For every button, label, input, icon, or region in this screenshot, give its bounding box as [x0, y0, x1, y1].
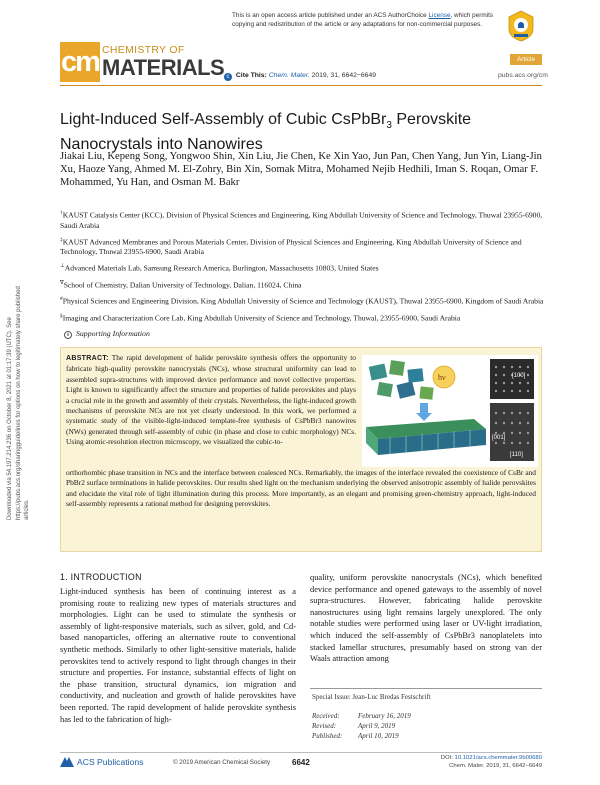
doi-citation: Chem. Mater. 2019, 31, 6642−6649 [449, 762, 542, 769]
label-110: [110] [510, 452, 523, 458]
cite-journal: Chem. Mater. [268, 72, 310, 79]
cite-details: 2019, 31, 6642−6649 [311, 72, 377, 79]
notice-text: This is an open access article published under an ACS AuthorChoice [232, 12, 427, 19]
abstract-body1: The rapid development of halide perovskite synthesis offers the opportunity to fabricate high-quality perovskite nanocrystals (NCs), whose structural uniformity can lead to assembled supra-structures with improved device performance and novel collective properties. Light is known to significantly affect the structure and properties of halide perovskites and plays a crucial role in the growth and assembly of their crystals. Nevertheless, the light-induced growth mechanisms of perovskite NCs are not yet clearly understood. In this work, we performed a systematic study of the visible-light-induced template-free synthesis of CsPbBr3 nanowires (NWs) generated through self-assembly of cubic (in phase and close to cubic morphology) NCs. Using atomic-resolution electron microscopy, we visualized the cubic-to- [66, 353, 357, 447]
date-received: Received: February 16, 2019 [312, 712, 411, 720]
acs-logo-icon [60, 757, 74, 767]
download-notice [6, 270, 28, 520]
article-dates [312, 711, 411, 741]
abstract-part2: orthorhombic phase transition in NCs and the interface between coalesced NCs. Remarkably, the images of the interface revealed the coexistence of CsBr and PbBr2 surface terminations in halide perovskites. Our results shed light on the mechanism underlying the observed anisotropic assembly of halide perovskites and elucidate the vital role of light illumination during this process. More importantly, as an elegant and promising green-chemistry approach, light-induced self-assembly represents a rational method for designing perovskites. [66, 468, 536, 509]
supporting-info-label: Supporting Information [76, 329, 150, 338]
header-divider [60, 85, 542, 86]
toc-graphic [362, 355, 538, 467]
footer-divider [60, 752, 542, 753]
copyright: © 2019 American Chemical Society [173, 759, 271, 766]
date-revised: Revised: April 9, 2019 [312, 722, 396, 730]
acs-publications-logo[interactable] [60, 757, 143, 767]
cite-this[interactable] [224, 72, 376, 81]
title-line1-end: Perovskite [391, 111, 472, 128]
journal-name-line2: MATERIALS [102, 55, 225, 80]
article-title [60, 110, 530, 154]
affiliation: ∇School of Chemistry, Dalian University of Technology, Dalian, 116024, China [60, 279, 302, 290]
label-100: [100] [512, 373, 526, 379]
page-number: 6642 [292, 758, 310, 767]
title-line2: Nanocrystals into Nanowires [60, 136, 263, 154]
title-line1: Light-Induced Self-Assembly of Cubic CsPbBr [60, 111, 387, 128]
title-subscript: 3 [386, 120, 392, 132]
cite-label: Cite This: [235, 72, 267, 79]
doi-label: DOI: [440, 755, 453, 761]
supporting-information-link[interactable] [64, 329, 150, 339]
label-001: [001] [492, 435, 506, 441]
journal-site-link[interactable]: pubs.acs.org/cm [498, 72, 548, 79]
affiliations [60, 208, 544, 327]
notes-divider [310, 688, 542, 689]
author-list [60, 150, 544, 189]
open-access-notice [232, 12, 532, 29]
journal-name-line1: CHEMISTRY OF [102, 44, 185, 56]
journal-logo-mark: cm [60, 42, 100, 82]
article-type-badge: Article [510, 54, 542, 65]
section-heading-introduction: 1. INTRODUCTION [60, 572, 142, 582]
affiliation: §Imaging and Characterization Core Lab, King Abdullah University of Science and Technology, Thuwal, 23955-6900, Saudi Arabia [60, 312, 461, 323]
download-notice-text: Downloaded via 54.197.214.236 on October 8, 2021 at 01:17:39 (UTC). See https://pubs.acs.org/sharingguidelines for options on how to legitimately share published articles. [7, 286, 30, 520]
publisher-name: ACS Publications [77, 757, 144, 767]
authors-text: Jiakai Liu, Kepeng Song, Yongwoo Shin, Xin Liu, Jie Chen, Ke Xin Yao, Jun Pan, Chen Yang, Jun Yin, Liang-Jin Xu, Haoze Yang, Ahmed M. El-Zohry, Bin Xin, Somak Mitra, Mohamed Nejib Hedhili, Iman S. Roqan, Omar F. Mohammed, Yu Han, and Osman M. Bakr [60, 151, 542, 188]
affiliation: †KAUST Catalysis Center (KCC), Division of Physical Sciences and Engineering, King Abdullah University of Science and Technology, Thuwal 23955-6900, Saudi Arabia [60, 210, 543, 230]
intro-right-column: quality, uniform perovskite nanocrystals (NCs), which benefited device performance and opened gateways to the assembly of novel supra-structures. However, fabricating halide perovskite nanostructures using light remains largely unexplored. The only notable studies were performed using laser or UV-light irradiation, which induced the self-assembly of CsPbBr3 nanoplatelets into stacked lamellar structures, presumably based on strong van der Waals attraction among [310, 573, 542, 664]
hv-label: hν [438, 373, 446, 382]
intro-left-column: Light-induced synthesis has been of continuing interest as a promising route to realizing new types of materials structures and morphologies. Light can be used to stimulate the synthesis or assembly of light-responsive materials, such as silver, gold, and Cd-based nanoparticles, offering an alternative route to conventional synthetic methods. Similarly to other light-sensitive materials, halide perovskites tend to actively respond to light through changes in their structure and properties. For instance, substantial effects of light on the phase transition, structural dynamics, ion migration and conductivity, and nucleation and growth of halide perovskites have been reported. The rapid development of halide perovskite synthesis has led to the fabrication of high- [60, 587, 296, 724]
acs-authorchoice-badge-icon[interactable] [507, 10, 535, 42]
special-issue-note: Special Issue: Jean-Luc Bredas Festschrift [312, 693, 431, 701]
micrograph-100 [490, 359, 534, 399]
affiliation: #Physical Sciences and Engineering Division, King Abdullah University of Science and Technology (KAUST), Thuwal 23955-6900, Kingdom of Saudi Arabia [60, 296, 544, 306]
affiliation: ⊥Advanced Materials Lab, Samsung Research America, Burlington, Massachusetts 10803, United States [60, 263, 379, 273]
license-link[interactable]: License [428, 12, 451, 19]
notice-suffix: , which permits [450, 12, 494, 19]
supporting-info-icon: s [64, 331, 72, 339]
abstract-label: ABSTRACT: [66, 355, 109, 362]
doi-link[interactable]: 10.1021/acs.chemmater.9b00680 [454, 755, 542, 761]
abstract-part1 [66, 353, 356, 448]
notice-line2: copying and redistribution of the article or any adaptations for non-commercial purposes. [232, 20, 483, 28]
date-published: Published: April 10, 2019 [312, 732, 399, 740]
journal-logo[interactable] [60, 42, 225, 82]
cite-icon: c [224, 73, 232, 81]
doi-block [420, 755, 542, 770]
affiliation: ‡KAUST Advanced Membranes and Porous Materials Center, Division of Physical Sciences and Engineering, King Abdullah University of Science and Technology, Thuwal 23955-6900, Saudi Arabia [60, 236, 522, 257]
